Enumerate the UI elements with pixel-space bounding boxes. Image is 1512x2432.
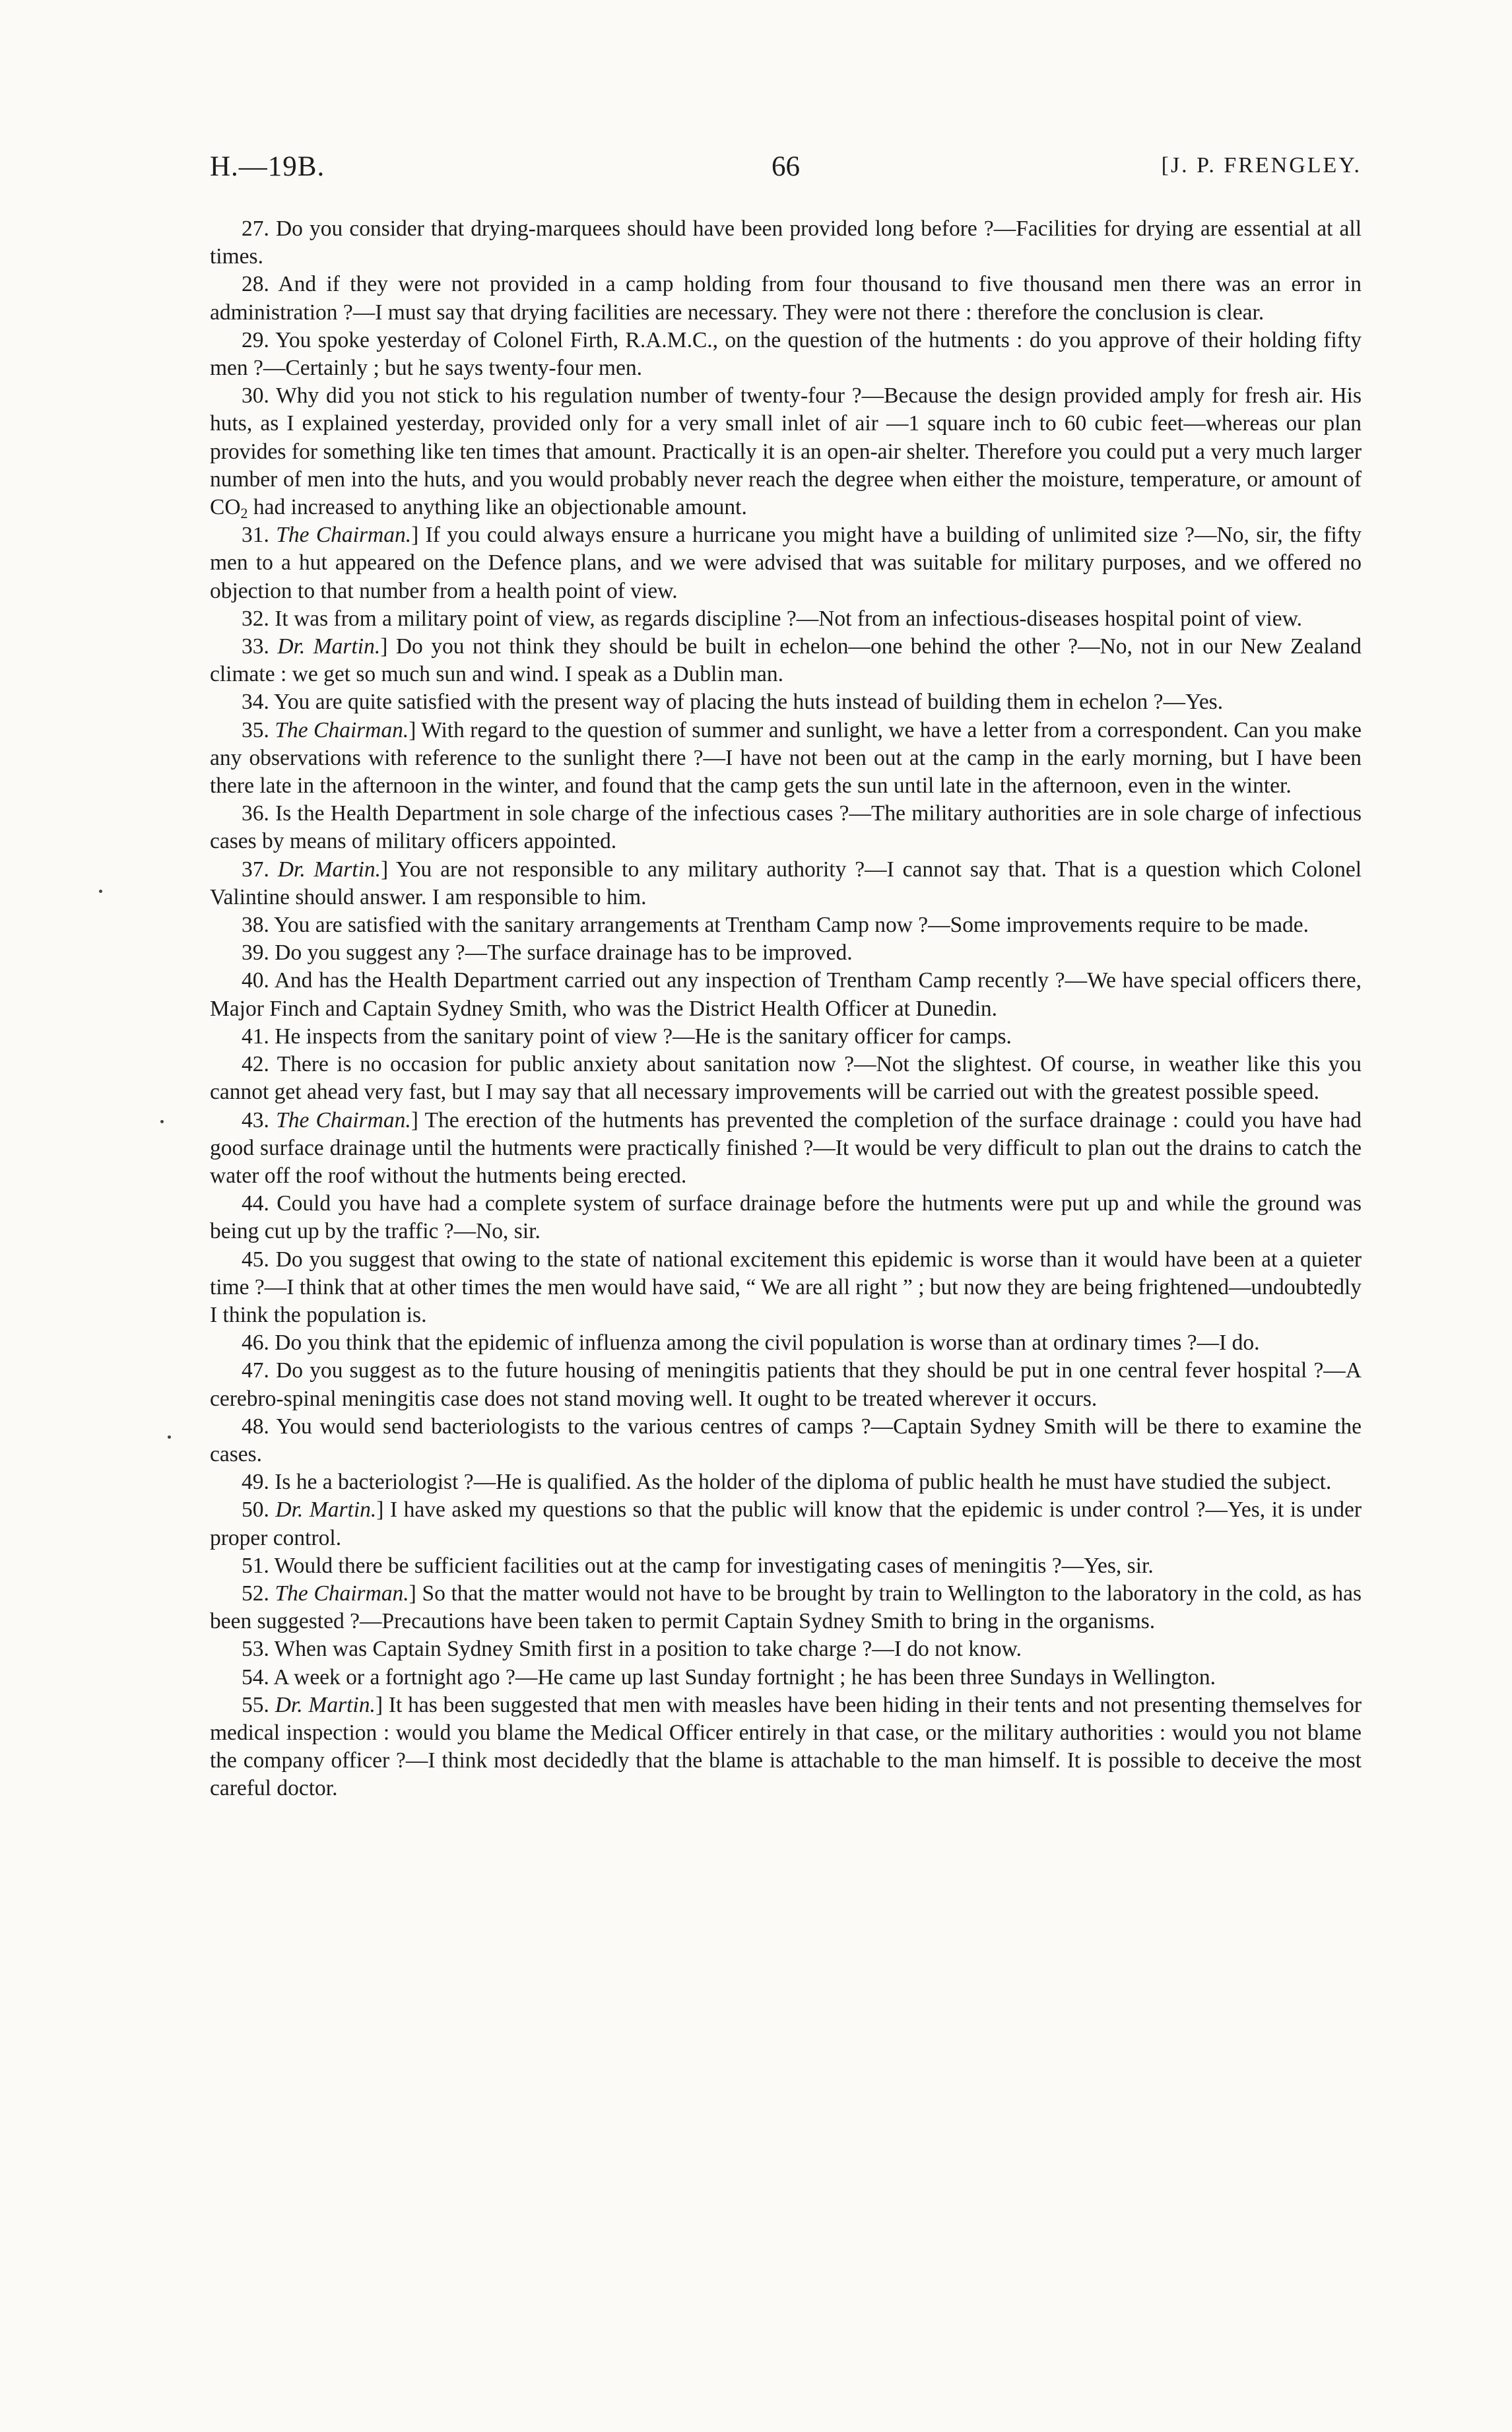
question-number: 32. bbox=[242, 606, 269, 631]
testimony-text: Why did you not stick to his regulation number of twenty-four ?—Because the design provided amply for fresh air. His huts, as I explained yesterday, provided only for a very small inlet of air —1 square inch to 60 cubic feet—whereas our plan provides for something like ten times that amount. Practically it is an open-air shelter. Therefore you could put a very much larger number of men into the huts, and you would probably never reach the degree when either the moisture, temperature, or amount of CO bbox=[210, 383, 1362, 520]
testimony-text: Would there be sufficient facilities out at the camp for investigating cases of meningitis ?—Yes, sir. bbox=[274, 1553, 1154, 1578]
testimony-paragraph bbox=[210, 1190, 1362, 1245]
question-number: 50. bbox=[242, 1497, 269, 1523]
question-number: 30. bbox=[242, 383, 269, 409]
question-number: 29. bbox=[242, 327, 269, 352]
question-number: 45. bbox=[242, 1247, 269, 1272]
testimony-text: I have asked my questions so that the public will know that the epidemic is under control ?—Yes, it is under proper control. bbox=[210, 1497, 1362, 1550]
testimony-text: You are not responsible to any military authority ?—I cannot say that. That is a question which Colonel Valintine should answer. I am responsible to him. bbox=[210, 857, 1362, 909]
question-number: 49. bbox=[242, 1470, 269, 1495]
speaker-name: Dr. Martin. bbox=[275, 1497, 377, 1523]
testimony-text: It was from a military point of view, as regards discipline ?—Not from an infectious-diseases hospital point of view. bbox=[275, 606, 1303, 631]
margin-speck bbox=[168, 1435, 171, 1439]
testimony-paragraph bbox=[210, 605, 1362, 633]
testimony-paragraph: 43. The Chairman.] The erection of the hutments has prevented the completion of the surface drainage : could you have had good surface drainage until the hutments were practically finished ?—It would be very difficult to plan out the drains to catch the water off the roof without the hutments being erected. bbox=[210, 1107, 1362, 1188]
testimony-paragraph bbox=[210, 382, 1362, 521]
speaker-name: The Chairman. bbox=[276, 1107, 411, 1133]
testimony-text: Do you suggest that owing to the state of national excitement this epidemic is worse than it would have been at a quieter time ?—I think that at other times the men would have said, “ We are all right ” ; but now they are being frightened—undoubtedly I think the population is. bbox=[210, 1247, 1362, 1327]
testimony-paragraph bbox=[210, 800, 1362, 855]
testimony-body bbox=[210, 215, 1362, 1803]
testimony-paragraph bbox=[210, 1664, 1362, 1692]
testimony-text: You are quite satisfied with the present way of placing the huts instead of building them in echelon ?—Yes. bbox=[274, 690, 1224, 715]
question-number: 53. bbox=[242, 1637, 269, 1662]
testimony-paragraph bbox=[210, 911, 1362, 939]
question-number: 37. bbox=[242, 857, 269, 882]
page-header bbox=[210, 150, 1362, 197]
question-number: 39. bbox=[242, 940, 269, 966]
question-number: 48. bbox=[242, 1414, 269, 1439]
testimony-text: And if they were not provided in a camp holding from four thousand to five thousand men there was an error in administration ?—I must say that drying facilities are necessary. They were not there : therefore the conclusion is clear. bbox=[210, 272, 1362, 325]
question-number: 41. bbox=[242, 1024, 269, 1049]
testimony-text: The erection of the hutments has prevented the completion of the surface drainage : could you have had good surface drainage until the hutments were practically finished ?—It would be very difficult to plan out the drains to catch the water off the roof without the hutments being erected. bbox=[210, 1107, 1362, 1188]
testimony-text: Could you have had a complete system of surface drainage before the hutments were put up and while the ground was being cut up by the traffic ?—No, sir. bbox=[210, 1191, 1362, 1244]
testimony-paragraph: 37. Dr. Martin.] You are not responsible to any military authority ?—I cannot say that. That is a question which Colonel Valintine should answer. I am responsible to him. bbox=[210, 857, 1362, 909]
testimony-text: You are satisfied with the sanitary arrangements at Trentham Camp now ?—Some improvements require to be made. bbox=[274, 913, 1309, 938]
testimony-paragraph: 52. The Chairman.] So that the matter would not have to be brought by train to Wellington to the laboratory in the cold, as has been suggested ?—Precautions have been taken to permit Captain Sydney Smith to bring in the organisms. bbox=[210, 1581, 1362, 1634]
testimony-paragraph bbox=[210, 1413, 1362, 1468]
page-number: 66 bbox=[772, 151, 800, 182]
testimony-text: A week or a fortnight ago ?—He came up last Sunday fortnight ; he has been three Sundays in Wellington. bbox=[273, 1664, 1216, 1690]
testimony-paragraph bbox=[210, 215, 1362, 271]
question-number: 36. bbox=[242, 801, 269, 826]
speaker-name: The Chairman. bbox=[275, 1581, 409, 1606]
document-reference: H.—19B. bbox=[210, 151, 325, 182]
testimony-paragraph bbox=[210, 1023, 1362, 1051]
testimony-paragraph: 31. The Chairman.] If you could always ensure a hurricane you might have a building of unlimited size ?—No, sir, the fifty men to a hut appeared on the Defence plans, and we were advised that was suitable for military purposes, and we offered no objection to that number from a health point of view. bbox=[210, 523, 1362, 603]
testimony-text: Do you consider that drying-marquees should have been provided long before ?—Facilities for drying are essential at all times. bbox=[210, 216, 1362, 269]
testimony-text: If you could always ensure a hurricane you might have a building of unlimited size ?—No, sir, the fifty men to a hut appeared on the Defence plans, and we were advised that was suitable for military purposes, and we offered no objection to that number from a health point of view. bbox=[210, 523, 1362, 603]
testimony-paragraph bbox=[210, 1552, 1362, 1580]
question-number: 27. bbox=[242, 216, 269, 241]
speaker-name: The Chairman. bbox=[275, 717, 409, 742]
testimony-text: So that the matter would not have to be brought by train to Wellington to the laboratory in the cold, as has been suggested ?—Precautions have been taken to permit Captain Sydney Smith to bring in the organisms. bbox=[210, 1581, 1362, 1634]
testimony-text: Do you suggest any ?—The surface drainage has to be improved. bbox=[275, 940, 853, 966]
question-number: 55. bbox=[242, 1692, 269, 1717]
question-number: 38. bbox=[242, 913, 269, 938]
testimony-text: It has been suggested that men with measles have been hiding in their tents and not presenting themselves for medical inspection : would you blame the Medical Officer entirely in that case, or the military authorities : would you not blame the company officer ?—I think most decidedly that the blame is attachable to the man himself. It is possible to deceive the most careful doctor. bbox=[210, 1692, 1362, 1801]
question-number: 47. bbox=[242, 1358, 269, 1383]
testimony-text: Do you not think they should be built in echelon—one behind the other ?—No, not in our New Zealand climate : we get so much sun and wind. I speak as a Dublin man. bbox=[210, 634, 1362, 687]
question-number: 43. bbox=[242, 1107, 269, 1133]
question-number: 42. bbox=[242, 1052, 269, 1077]
speaker-name: Dr. Martin. bbox=[277, 634, 381, 659]
question-number: 51. bbox=[242, 1553, 269, 1578]
testimony-paragraph bbox=[210, 1051, 1362, 1106]
testimony-paragraph bbox=[210, 327, 1362, 382]
testimony-text: When was Captain Sydney Smith first in a position to take charge ?—I do not know. bbox=[274, 1637, 1022, 1662]
question-number: 28. bbox=[242, 272, 269, 297]
testimony-text: There is no occasion for public anxiety about sanitation now ?—Not the slightest. Of course, in weather like this you cannot get ahead very fast, but I may say that all necessary improvements will be carried out with the greatest possible speed. bbox=[210, 1052, 1362, 1105]
question-number: 46. bbox=[242, 1331, 269, 1356]
question-number: 40. bbox=[242, 968, 269, 993]
testimony-text: Do you suggest as to the future housing of meningitis patients that they should be put in one central fever hospital ?—A cerebro-spinal meningitis case does not stand moving well. It ought to be treated wherever it occurs. bbox=[210, 1358, 1362, 1411]
testimony-paragraph: 55. Dr. Martin.] It has been suggested that men with measles have been hiding in their tents and not presenting themselves for medical inspection : would you blame the Medical Officer entirely in that case, or the military authorities : would you not blame the company officer ?—I think most decidedly that the blame is attachable to the man himself. It is possible to deceive the most careful doctor. bbox=[210, 1692, 1362, 1801]
testimony-paragraph: 35. The Chairman.] With regard to the question of summer and sunlight, we have a letter from a correspondent. Can you make any observations with reference to the sunlight there ?—I have not been out at the camp in the early morning, but I have been there late in the afternoon in the winter, and found that the camp gets the sun until late in the afternoon, even in the winter. bbox=[210, 717, 1362, 799]
speaker-name: The Chairman. bbox=[276, 523, 412, 548]
testimony-paragraph bbox=[210, 1329, 1362, 1357]
question-number: 54. bbox=[242, 1664, 269, 1690]
testimony-text: Is he a bacteriologist ?—He is qualified. As the holder of the diploma of public health he must have studied the subject. bbox=[275, 1470, 1332, 1495]
testimony-text: He inspects from the sanitary point of view ?—He is the sanitary officer for camps. bbox=[275, 1024, 1012, 1049]
testimony-paragraph bbox=[210, 1635, 1362, 1663]
question-number: 31. bbox=[242, 523, 269, 548]
testimony-text: You spoke yesterday of Colonel Firth, R.A.M.C., on the question of the hutments : do you approve of their holding fifty men ?—Certainly ; but he says twenty-four men. bbox=[210, 327, 1362, 381]
testimony-text: Is the Health Department in sole charge of the infectious cases ?—The military authorities are in sole charge of infectious cases by means of military officers appointed. bbox=[210, 801, 1362, 854]
testimony-text: Do you think that the epidemic of influenza among the civil population is worse than at ordinary times ?—I do. bbox=[275, 1331, 1260, 1356]
speaker-name: Dr. Martin. bbox=[277, 857, 381, 882]
testimony-paragraph bbox=[210, 271, 1362, 326]
testimony-text: And has the Health Department carried out any inspection of Trentham Camp recently ?—We have special officers there, Major Finch and Captain Sydney Smith, who was the District Health Officer at Dunedin. bbox=[210, 968, 1362, 1021]
subscript: 2 bbox=[240, 505, 248, 522]
testimony-paragraph bbox=[210, 1357, 1362, 1412]
question-number: 35. bbox=[242, 717, 269, 742]
question-number: 33. bbox=[242, 634, 269, 659]
question-number: 34. bbox=[242, 690, 269, 715]
margin-speck bbox=[160, 1120, 164, 1123]
testimony-paragraph bbox=[210, 967, 1362, 1022]
testimony-paragraph bbox=[210, 688, 1362, 716]
speaker-name: Dr. Martin. bbox=[275, 1692, 376, 1717]
testimony-text: With regard to the question of summer and sunlight, we have a letter from a correspondent. Can you make any observations with reference to the sunlight there ?—I have not been out at the camp in the early morning, but I have been there late in the afternoon in the winter, and found that the camp gets the sun until late in the afternoon, even in the winter. bbox=[210, 717, 1362, 799]
testimony-paragraph bbox=[210, 1468, 1362, 1496]
testimony-paragraph: 33. Dr. Martin.] Do you not think they should be built in echelon—one behind the other ?—No, not in our New Zealand climate : we get so much sun and wind. I speak as a Dublin man. bbox=[210, 634, 1362, 687]
testimony-text-continued: had increased to anything like an objectionable amount. bbox=[247, 495, 747, 520]
testimony-text: You would send bacteriologists to the various centres of camps ?—Captain Sydney Smith will be there to examine the cases. bbox=[210, 1414, 1362, 1466]
witness-name: [J. P. FRENGLEY. bbox=[1161, 153, 1362, 178]
question-number: 52. bbox=[242, 1581, 269, 1606]
margin-speck bbox=[99, 890, 102, 893]
testimony-paragraph bbox=[210, 1246, 1362, 1330]
testimony-paragraph: 50. Dr. Martin.] I have asked my questions so that the public will know that the epidemic is under control ?—Yes, it is under proper control. bbox=[210, 1497, 1362, 1550]
question-number: 44. bbox=[242, 1191, 269, 1216]
testimony-paragraph bbox=[210, 939, 1362, 967]
